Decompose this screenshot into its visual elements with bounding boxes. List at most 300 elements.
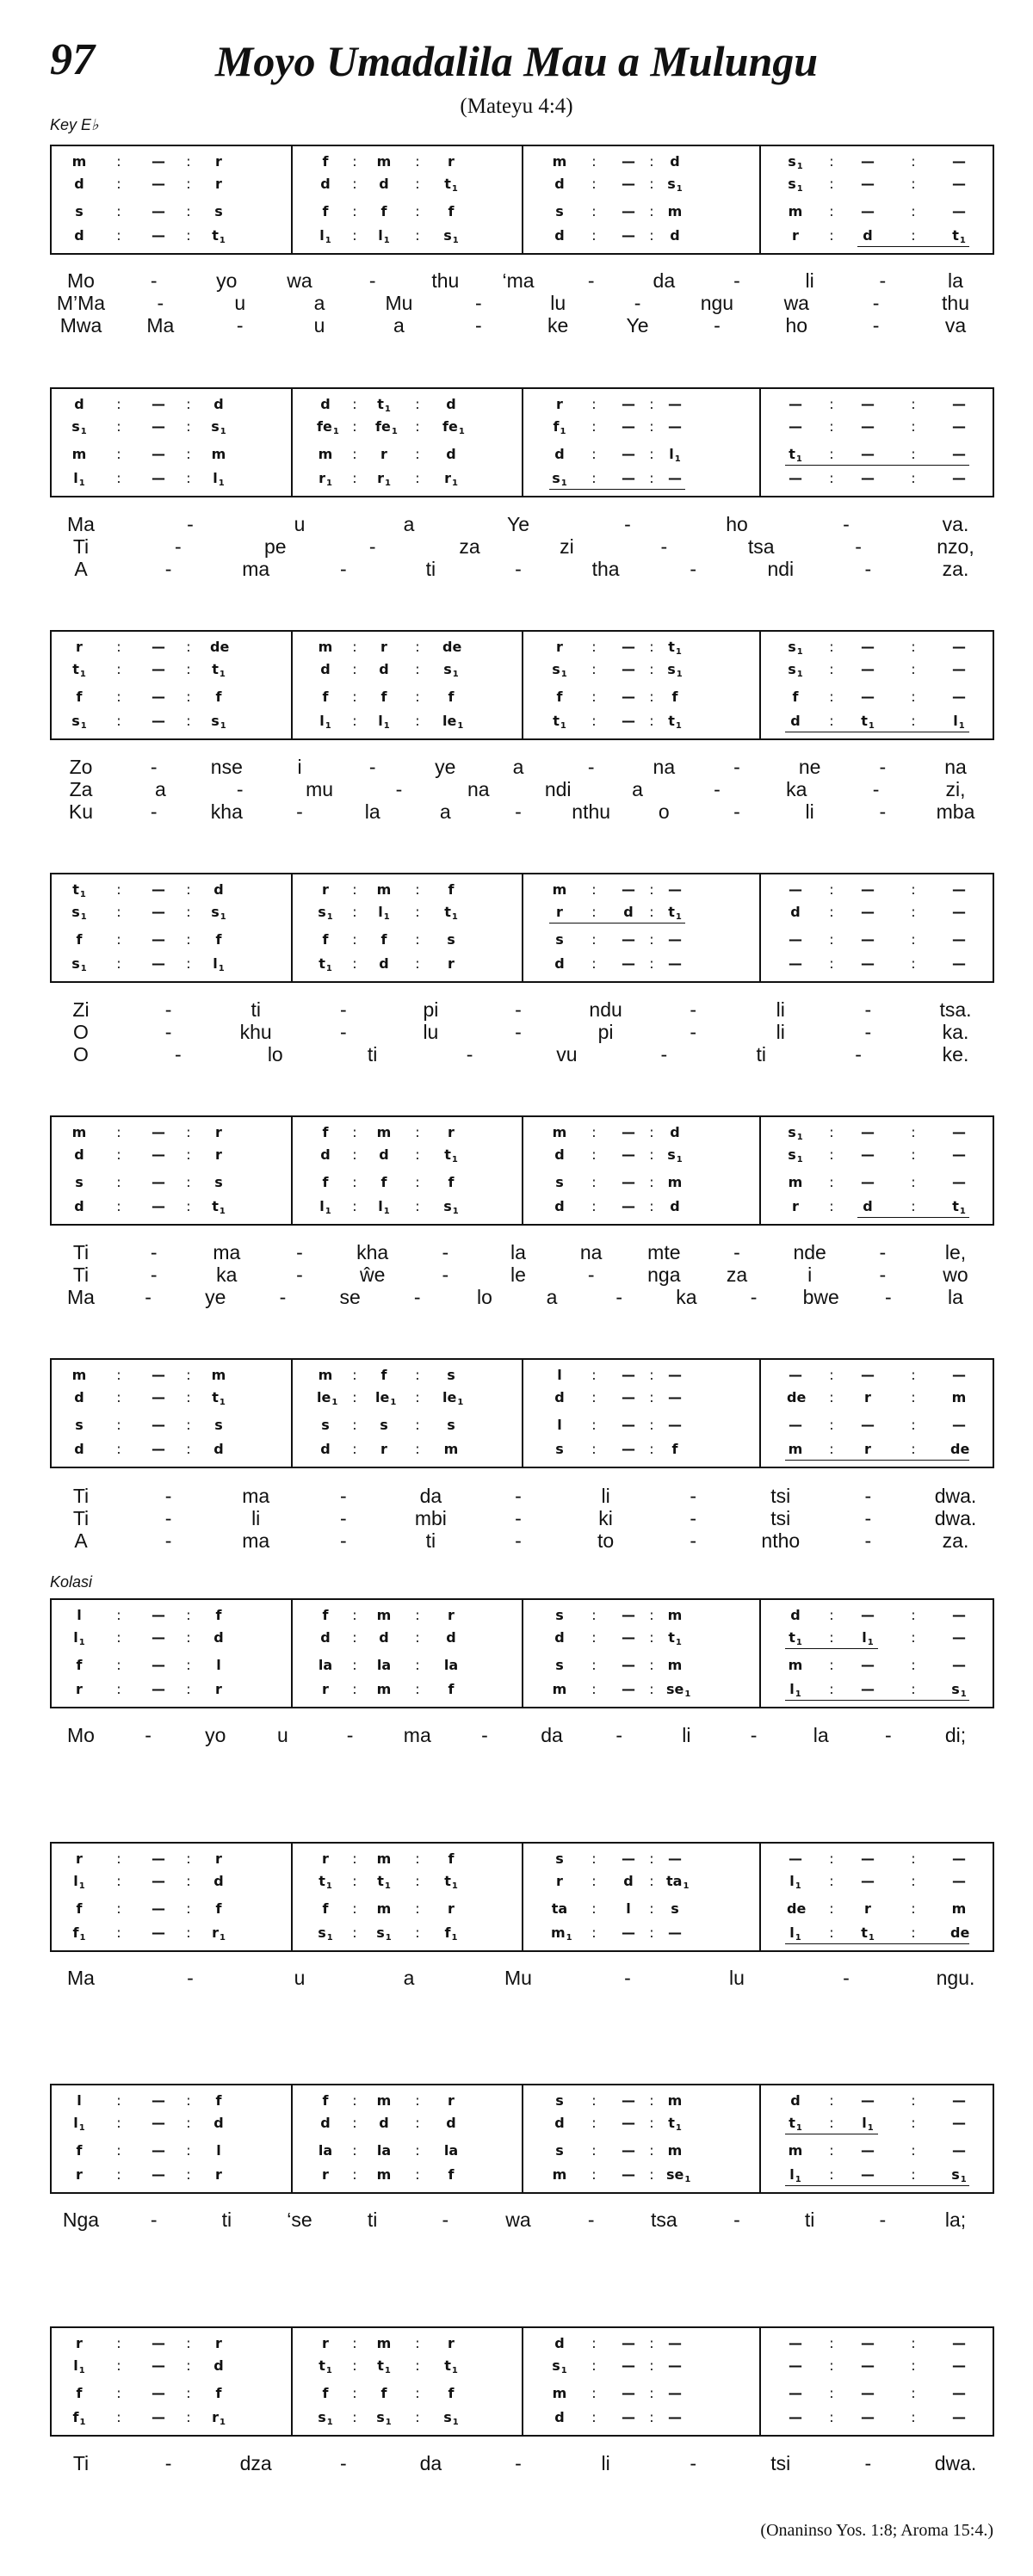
beat-separator: : [591,2385,597,2401]
syllable-hyphen: - [690,1021,697,1043]
beat-separator: : [186,881,191,898]
solfa-note: l [77,2092,82,2109]
syllable-hyphen: - [733,800,740,823]
beat-separator: : [116,396,121,412]
lyric-syllable: kha [356,1241,389,1263]
solfa-note: f [215,931,222,948]
lyric-syllable: se [339,1286,361,1308]
beat-separator: : [649,2115,654,2131]
solfa-note: f [380,203,387,219]
beat-separator: : [116,1873,121,1889]
beat-separator: : [591,1124,597,1140]
solfa-staff [50,1842,994,1952]
solfa-note: d [320,1146,331,1163]
solfa-note: s [214,1417,223,1433]
solfa-note: r [322,2166,329,2183]
solfa-note: d [379,955,389,972]
lyric-syllable: Mu [504,1967,532,1989]
syllable-hyphen: - [714,778,721,800]
syllable-hyphen: - [515,1021,522,1043]
note-hold: — [861,176,875,192]
note-hold: — [152,1629,165,1646]
solfa-note: $fe_1$ [442,418,465,436]
lyric-syllable: le [510,1263,526,1286]
voice-row [52,1924,993,1942]
solfa-note: m [211,446,226,462]
beat-separator: : [116,2409,121,2425]
lyric-syllable: li [776,998,785,1021]
solfa-note: $s_1$ [211,904,226,922]
beat-separator: : [352,881,357,898]
beat-separator: : [186,2409,191,2425]
note-hold: — [152,1441,165,1457]
solfa-note: s [75,203,84,219]
beat-separator: : [116,2335,121,2351]
beat-separator: : [829,881,834,898]
solfa-note: m [211,1367,226,1383]
lyric-syllable: M’Ma [56,292,106,314]
solfa-note: m [667,1607,683,1623]
solfa-note: d [74,176,84,192]
solfa-note: $l_1$ [378,904,390,922]
solfa-note: m [71,1367,87,1383]
beat-separator: : [415,1607,420,1623]
beat-separator: : [186,639,191,655]
note-hold: — [622,2335,635,2351]
beat-separator: : [116,2166,121,2183]
note-hold: — [152,2357,165,2374]
solfa-note: r [556,639,563,655]
solfa-note: d [74,1389,84,1405]
beat-separator: : [911,176,916,192]
solfa-note: s [555,2142,564,2159]
solfa-note: $l_1$ [73,1873,85,1891]
syllable-hyphen: - [145,1724,152,1746]
solfa-note: $l_1$ [953,713,965,731]
lyric-syllable: a [546,1286,558,1308]
beat-separator: : [591,2335,597,2351]
beat-separator: : [911,2385,916,2401]
beat-separator: : [186,713,191,729]
lyric-syllable: tha [591,558,620,580]
lyric-syllable: za. [942,558,969,580]
voice-row [52,931,993,948]
solfa-note: s [75,1174,84,1190]
solfa-note: d [554,227,565,244]
note-hold: — [152,639,165,655]
beat-separator: : [591,1850,597,1867]
solfa-note: $s_1$ [318,1924,333,1943]
solfa-note: d [554,1146,565,1163]
hymn-title: Moyo Umadalila Mau a Mulungu [214,37,819,85]
lyric-syllable: ti [756,1043,766,1066]
note-hold: — [861,2142,875,2159]
beat-separator: : [415,2385,420,2401]
beat-separator: : [829,1198,834,1214]
note-hold: — [622,2357,635,2374]
voice-row [52,2166,993,2184]
beat-separator: : [186,904,191,920]
note-hold: — [861,931,875,948]
note-hold: — [668,2335,682,2351]
beat-separator: : [649,1850,654,1867]
syllable-hyphen: - [714,314,721,337]
syllable-hyphen: - [624,1967,631,1989]
note-hold: — [952,1873,966,1889]
note-hold: — [668,1389,682,1405]
solfa-note: $fe_1$ [317,418,339,436]
beat-separator: : [186,1900,191,1917]
note-hold: — [668,1850,682,1867]
note-hold: — [622,1924,635,1941]
lyric-syllable: li [805,269,814,292]
beat-separator: : [649,1607,654,1623]
solfa-note: m [318,446,333,462]
beat-separator: : [415,881,420,898]
beat-separator: : [415,931,420,948]
beat-separator: : [186,1629,191,1646]
note-hold: — [952,639,966,655]
syllable-hyphen: - [236,778,244,800]
note-hold: — [952,1850,966,1867]
syllable-hyphen: - [296,1241,303,1263]
note-hold: — [861,2166,875,2183]
beat-separator: : [186,2092,191,2109]
beat-separator: : [591,1629,597,1646]
solfa-note: r [448,2092,455,2109]
lyric-syllable: a [313,292,325,314]
syllable-hyphen: - [515,2452,522,2474]
syllable-hyphen: - [733,2208,740,2231]
note-hold: — [952,2409,966,2425]
solfa-note: f [76,2385,83,2401]
beat-separator: : [649,418,654,435]
solfa-note: d [670,153,680,170]
note-hold: — [622,470,635,486]
solfa-note: r [792,227,799,244]
solfa-note: la [318,1657,333,1673]
beat-separator: : [186,1873,191,1889]
solfa-note: $s_1$ [376,1924,392,1943]
lyric-syllable: ma [242,558,270,580]
lyric-line [0,755,1033,779]
beat-separator: : [911,2166,916,2183]
beat-separator: : [352,203,357,219]
syllable-hyphen: - [515,1507,522,1529]
solfa-note: r [322,1850,329,1867]
solfa-note: m [376,881,392,898]
beat-separator: : [186,955,191,972]
beat-separator: : [116,1900,121,1917]
syllable-hyphen: - [733,269,740,292]
lyric-syllable: ngu [700,292,734,314]
note-hold: — [952,176,966,192]
beat-separator: : [415,1850,420,1867]
beat-separator: : [352,1607,357,1623]
solfa-note: r [215,176,222,192]
beat-separator: : [116,203,121,219]
beat-separator: : [649,1417,654,1433]
voice-row [52,1198,993,1215]
beat-separator: : [591,1900,597,1917]
beat-separator: : [415,227,420,244]
beat-separator: : [352,1681,357,1697]
beat-separator: : [649,1681,654,1697]
solfa-note: r [76,1850,83,1867]
solfa-note: r [215,2335,222,2351]
solfa-note: $r_1$ [212,2409,226,2427]
beat-separator: : [591,881,597,898]
solfa-note: $s_1$ [951,1681,967,1699]
solfa-note: m [552,1681,567,1697]
beat-separator: : [829,2142,834,2159]
syllable-hyphen: - [339,998,347,1021]
beat-separator: : [649,904,654,920]
beat-separator: : [829,713,834,729]
solfa-note: $s_1$ [318,904,333,922]
syllable-hyphen: - [164,2452,172,2474]
beat-separator: : [911,1389,916,1405]
solfa-note: s [447,1417,455,1433]
lyric-syllable: Ma [67,513,95,535]
solfa-note: de [787,1900,807,1917]
beat-separator: : [591,2357,597,2374]
syllable-hyphen: - [515,800,522,823]
note-hold: — [622,2092,635,2109]
beat-separator: : [415,1873,420,1889]
beat-separator: : [649,689,654,705]
lyric-line [0,1506,1033,1530]
voice-row [52,2092,993,2110]
solfa-note: d [320,1441,331,1457]
beat-separator: : [186,1607,191,1623]
solfa-note: $t_1$ [668,639,682,657]
voice-row [52,1873,993,1890]
solfa-note: f [671,1441,678,1457]
solfa-note: $t_1$ [319,1873,332,1891]
solfa-note: $s_1$ [211,713,226,731]
hymn-number: 97 [50,35,95,84]
note-hold: — [952,470,966,486]
solfa-staff [50,387,994,497]
voice-row [52,227,993,244]
beat-separator: : [352,176,357,192]
note-hold: — [622,713,635,729]
solfa-note: m [376,153,392,170]
note-hold: — [952,1629,966,1646]
solfa-note: d [74,227,84,244]
beat-separator: : [186,153,191,170]
syllable-hyphen: - [855,1043,862,1066]
solfa-note: $s_1$ [951,2166,967,2184]
solfa-note: f [671,689,678,705]
beat-separator: : [591,2409,597,2425]
voice-row [52,2357,993,2375]
syllable-hyphen: - [690,1485,697,1507]
beat-separator: : [829,2092,834,2109]
voice-row [52,2335,993,2352]
beat-separator: : [649,639,654,655]
solfa-note: r [380,446,387,462]
beat-separator: : [591,1657,597,1673]
note-hold: — [952,1367,966,1383]
beat-separator: : [911,1657,916,1673]
beat-separator: : [352,227,357,244]
lyric-line [0,1285,1033,1309]
voice-row [52,904,993,921]
solfa-note: $se_1$ [666,1681,691,1699]
solfa-note: f [215,1607,222,1623]
beat-separator: : [352,955,357,972]
lyric-syllable: pe [263,535,287,558]
lyric-syllable: ka [786,778,807,800]
note-hold: — [152,2166,165,2183]
solfa-note: m [552,2385,567,2401]
beat-separator: : [649,176,654,192]
voice-row [52,1441,993,1458]
lyric-syllable: a [393,314,405,337]
note-hold: — [952,2092,966,2109]
syllable-hyphen: - [879,1263,887,1286]
syllable-hyphen: - [368,756,376,778]
note-hold: — [152,713,165,729]
beat-separator: : [415,1924,420,1941]
beat-separator: : [911,661,916,677]
syllable-hyphen: - [145,1286,152,1308]
note-hold: — [622,931,635,948]
lyric-syllable: va. [942,513,969,535]
beat-separator: : [415,661,420,677]
solfa-note: $t_1$ [444,2357,458,2375]
beat-separator: : [186,227,191,244]
lyric-line [0,313,1033,337]
beat-separator: : [591,713,597,729]
beat-separator: : [829,2335,834,2351]
syllable-hyphen: - [879,2208,887,2231]
note-hold: — [622,955,635,972]
scripture-reference: (Mateyu 4:4) [460,95,573,118]
syllable-hyphen: - [515,998,522,1021]
lyric-syllable: dza [239,2452,272,2474]
beat-separator: : [829,1124,834,1140]
lyric-syllable: tsa [747,535,775,558]
solfa-note: $s_1$ [71,713,87,731]
beat-separator: : [829,2409,834,2425]
lyric-syllable: zi, [945,778,966,800]
syllable-hyphen: - [187,1967,194,1989]
voice-row [52,470,993,487]
beat-separator: : [591,176,597,192]
note-hold: — [861,1873,875,1889]
solfa-note: f [322,203,329,219]
note-hold: — [622,1681,635,1697]
note-hold: — [861,689,875,705]
lyric-syllable: wa [287,269,312,292]
solfa-note: $l_1$ [319,1198,331,1216]
lyric-syllable: ka. [942,1021,969,1043]
lyric-line [0,800,1033,824]
solfa-note: s [555,1174,564,1190]
syllable-hyphen: - [587,1263,595,1286]
syllable-hyphen: - [481,1724,488,1746]
solfa-note: $t_1$ [952,1198,966,1216]
solfa-staff [50,145,994,255]
beat-separator: : [415,713,420,729]
beat-separator: : [829,1681,834,1697]
note-hold: — [952,904,966,920]
beat-separator: : [649,1174,654,1190]
note-hold: — [152,931,165,948]
solfa-note: $se_1$ [666,2166,691,2184]
note-hold: — [152,1367,165,1383]
solfa-note: s [555,1441,564,1457]
note-hold: — [668,931,682,948]
beat-separator: : [591,1924,597,1941]
beat-separator: : [649,1389,654,1405]
beat-separator: : [186,176,191,192]
note-hold: — [789,2409,802,2425]
lyric-syllable: li [776,1021,785,1043]
lyric-syllable: yo [216,269,238,292]
solfa-note: $f_1$ [553,418,566,436]
solfa-note: de [787,1389,807,1405]
beat-separator: : [649,203,654,219]
lyric-syllable: yo [205,1724,226,1746]
solfa-note: s [447,931,455,948]
beat-separator: : [352,1198,357,1214]
lyric-syllable: lu [550,292,566,314]
syllable-hyphen: - [879,756,887,778]
lyric-syllable: ti [367,1043,378,1066]
lyric-syllable: la [364,800,380,823]
slur-underline [857,1217,969,1218]
note-hold: — [952,881,966,898]
beat-separator: : [186,2357,191,2374]
solfa-note: $l_1$ [319,713,331,731]
note-hold: — [152,904,165,920]
beat-separator: : [829,931,834,948]
lyric-syllable: Mo [67,269,95,292]
solfa-note: $t_1$ [72,661,86,679]
syllable-hyphen: - [236,314,244,337]
voice-row [52,418,993,436]
solfa-note: $t_1$ [861,713,875,731]
beat-separator: : [649,2335,654,2351]
note-hold: — [952,1417,966,1433]
solfa-note: m [951,1900,967,1917]
solfa-note: r [792,1198,799,1214]
note-hold: — [952,931,966,948]
note-hold: — [152,2409,165,2425]
solfa-note: s [214,203,223,219]
syllable-hyphen: - [339,1485,347,1507]
beat-separator: : [911,881,916,898]
solfa-note: s [555,203,564,219]
solfa-note: m [318,639,333,655]
solfa-note: f [448,2166,455,2183]
solfa-note: m [376,1124,392,1140]
solfa-note: s [214,1174,223,1190]
note-hold: — [952,2385,966,2401]
lyric-line [0,1240,1033,1264]
solfa-note: $l_1$ [789,1873,801,1891]
beat-separator: : [116,2357,121,2374]
lyric-syllable: ‘ma [502,269,535,292]
note-hold: — [668,955,682,972]
note-hold: — [622,1146,635,1163]
note-hold: — [952,203,966,219]
solfa-note: d [213,881,224,898]
